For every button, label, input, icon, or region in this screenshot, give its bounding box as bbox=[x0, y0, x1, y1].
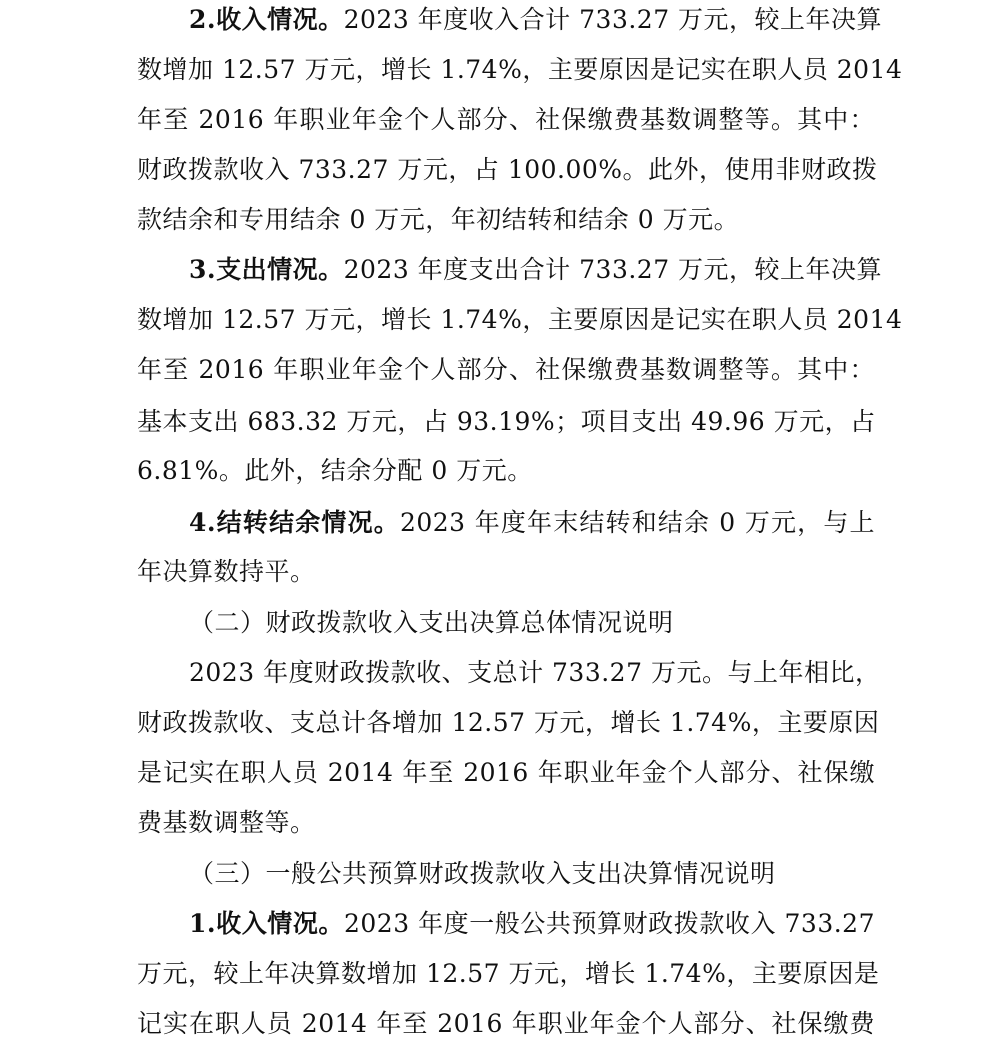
expense-line-2: 数增加 12.57 万元，增长 1.74%，主要原因是记实在职人员 2014 bbox=[137, 305, 903, 334]
income-line-2: 数增加 12.57 万元，增长 1.74%，主要原因是记实在职人员 2014 bbox=[137, 55, 903, 84]
expense-line-5: 6.81%。此外，结余分配 0 万元。 bbox=[137, 456, 533, 485]
para2-line-2: 财政拨款收、支总计各增加 12.57 万元，增长 1.74%，主要原因 bbox=[137, 708, 880, 737]
s3-income-lead: 1.收入情况。 bbox=[189, 909, 344, 938]
para2-line-3: 是记实在职人员 2014 年至 2016 年职业年金个人部分、社保缴 bbox=[137, 758, 875, 787]
expense-line-1: 3.支出情况。2023 年度支出合计 733.27 万元，较上年决算 bbox=[189, 255, 883, 284]
carryover-line-1: 4.结转结余情况。2023 年度年末结转和结余 0 万元，与上 bbox=[189, 508, 876, 537]
expense-line-4: 基本支出 683.32 万元，占 93.19%；项目支出 49.96 万元，占 bbox=[137, 407, 876, 436]
income-line-4: 财政拨款收入 733.27 万元，占 100.00%。此外，使用非财政拨 bbox=[137, 155, 878, 184]
heading-3: （三）一般公共预算财政拨款收入支出决算情况说明 bbox=[189, 859, 776, 888]
income-line-1: 2.收入情况。2023 年度收入合计 733.27 万元，较上年决算 bbox=[189, 5, 883, 34]
carryover-lead: 4.结转结余情况。 bbox=[189, 508, 400, 537]
s3-income-line-3: 记实在职人员 2014 年至 2016 年职业年金个人部分、社保缴费 bbox=[137, 1009, 875, 1038]
s3-income-line-2: 万元，较上年决算数增加 12.57 万元，增长 1.74%，主要原因是 bbox=[137, 959, 880, 988]
income-line-3: 年至 2016 年职业年金个人部分、社保缴费基数调整等。其中： bbox=[137, 105, 875, 134]
carryover-line-2: 年决算数持平。 bbox=[137, 557, 316, 586]
heading-2: （二）财政拨款收入支出决算总体情况说明 bbox=[189, 608, 674, 637]
income-line-5: 款结余和专用结余 0 万元，年初结转和结余 0 万元。 bbox=[137, 205, 740, 234]
expense-lead: 3.支出情况。 bbox=[189, 255, 344, 284]
para2-line-1: 2023 年度财政拨款收、支总计 733.27 万元。与上年相比， bbox=[189, 658, 881, 687]
expense-line-3: 年至 2016 年职业年金个人部分、社保缴费基数调整等。其中： bbox=[137, 355, 875, 384]
income-lead: 2.收入情况。 bbox=[189, 5, 344, 34]
para2-line-4: 费基数调整等。 bbox=[137, 808, 316, 837]
s3-income-line-1: 1.收入情况。2023 年度一般公共预算财政拨款收入 733.27 bbox=[189, 909, 875, 938]
